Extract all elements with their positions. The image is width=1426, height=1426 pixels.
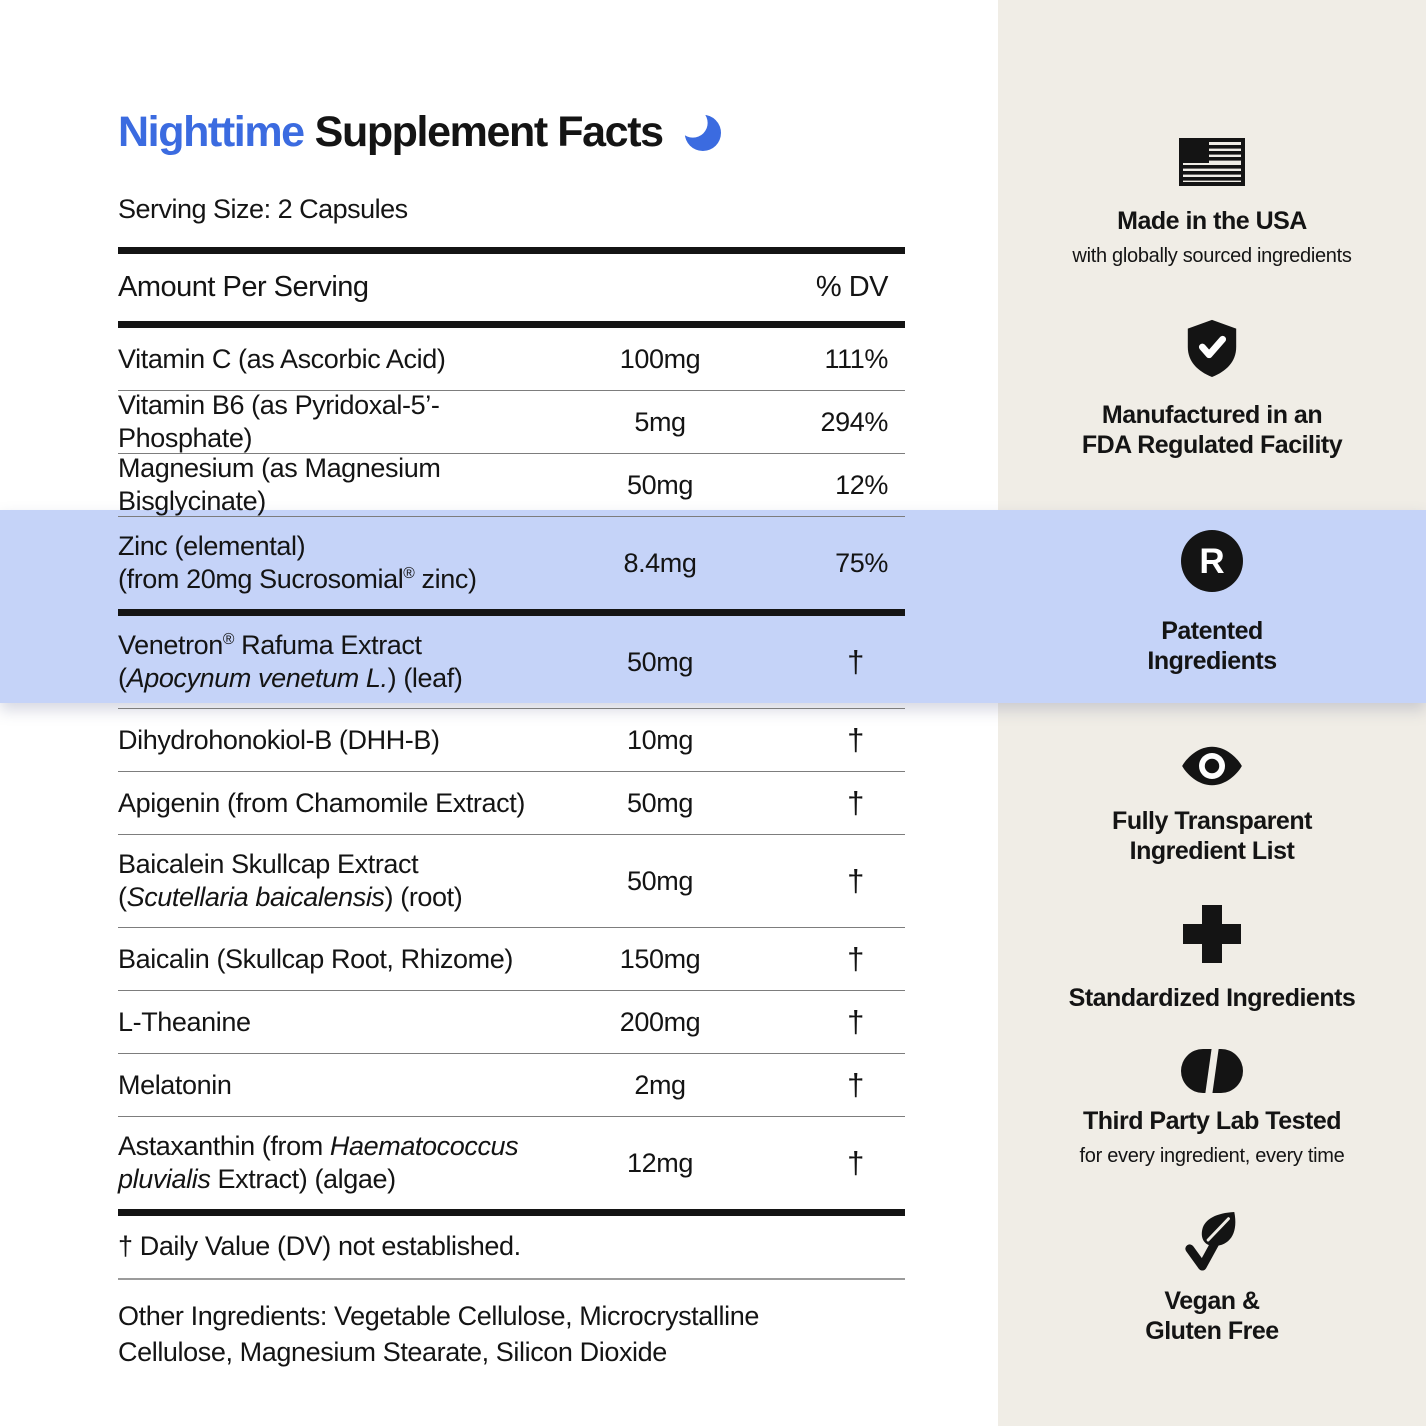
table-row [118, 1117, 905, 1209]
ingredient-name: Apigenin (from Chamomile Extract) [118, 787, 525, 818]
dv-not-established-dagger: † [847, 785, 864, 820]
ingredient-amount: 100mg [619, 343, 701, 374]
ingredient-name: L-Theanine [118, 1006, 251, 1037]
table-row [118, 928, 905, 990]
table-row [118, 991, 905, 1053]
dv-not-established-dagger: † [847, 941, 864, 976]
serving-size: Serving Size: 2 Capsules [118, 194, 408, 224]
ingredient-amount: 2mg [634, 1069, 686, 1100]
ingredient-name: Baicalin (Skullcap Root, Rhizome) [118, 943, 513, 974]
dv-footnote: † Daily Value (DV) not established. [118, 1231, 521, 1261]
dv-not-established-dagger: † [847, 1145, 864, 1180]
sidebar-item-title: Made in the USA [1117, 207, 1307, 235]
table-row [118, 616, 905, 708]
dv-not-established-dagger: † [847, 1004, 864, 1039]
ingredient-name: Vitamin C (as Ascorbic Acid) [118, 343, 446, 374]
ingredient-amount: 50mg [627, 646, 693, 677]
ingredient-amount: 10mg [627, 724, 693, 755]
sidebar-item-subtitle: with globally sourced ingredients [1072, 245, 1352, 267]
sidebar-item [998, 530, 1426, 676]
sidebar-item-subtitle: for every ingredient, every time [1079, 1145, 1345, 1167]
sidebar-item-title: Vegan & Gluten Free [1145, 1287, 1279, 1345]
sidebar-item-title: Standardized Ingredients [1068, 984, 1356, 1012]
shield-check-icon [998, 318, 1426, 378]
dv-not-established-dagger: † [847, 644, 864, 679]
benefits-sidebar [998, 0, 1426, 1426]
table-row [118, 772, 905, 834]
table-row [118, 709, 905, 771]
sidebar-item-title: Third Party Lab Tested [1082, 1107, 1342, 1135]
ingredient-amount: 8.4mg [623, 547, 697, 578]
ingredient-name: Magnesium (as Magnesium Bisglycinate) [118, 453, 441, 516]
title-rest: Supplement Facts [314, 108, 663, 156]
sidebar-item-title: Fully Transparent Ingredient List [1112, 807, 1312, 865]
ingredient-name: Melatonin [118, 1069, 232, 1100]
sidebar-item [998, 1210, 1426, 1346]
dv-not-established-dagger: † [847, 722, 864, 757]
ingredient-amount: 200mg [619, 1006, 701, 1037]
plus-icon [998, 903, 1426, 965]
product-name: Nighttime [118, 108, 304, 156]
table-row [118, 454, 905, 516]
dv-not-established-dagger: † [847, 1067, 864, 1102]
table-header [118, 254, 905, 321]
capsule-icon [998, 1048, 1426, 1094]
table-row [118, 328, 905, 390]
table-row [118, 1054, 905, 1116]
crescent-moon-icon [679, 110, 721, 166]
ingredient-dv: 294% [820, 406, 888, 437]
ingredient-amount: 5mg [634, 406, 686, 437]
ingredient-amount: 150mg [619, 943, 701, 974]
supplement-facts-panel [118, 0, 905, 1370]
ingredient-dv: 12% [835, 469, 888, 500]
thick-divider [118, 609, 905, 616]
svg-text:R: R [1199, 542, 1225, 581]
ingredient-dv: 75% [835, 547, 888, 578]
table-row [118, 517, 905, 609]
table-row [118, 391, 905, 453]
ingredient-name: Astaxanthin (from Haematococcus pluvialis Extract) (algae) [118, 1131, 519, 1194]
ingredient-amount: 12mg [627, 1147, 693, 1178]
thick-divider [118, 247, 905, 254]
sidebar-item-title: Patented Ingredients [1147, 617, 1277, 675]
eye-icon [998, 740, 1426, 792]
ingredient-name: Zinc (elemental) (from 20mg Sucrosomial® zinc) [118, 531, 477, 594]
sidebar-item [998, 138, 1426, 268]
amount-per-serving-label: Amount Per Serving [118, 271, 369, 303]
ingredient-amount: 50mg [627, 787, 693, 818]
thick-divider [118, 1209, 905, 1216]
dv-not-established-dagger: † [847, 863, 864, 898]
other-ingredients: Other Ingredients: Vegetable Cellulose, Microcrystalline Cellulose, Magnesium Stearate, Silicon Dioxide [118, 1301, 759, 1367]
ingredient-amount: 50mg [627, 865, 693, 896]
page-title [118, 104, 905, 166]
ingredient-amount: 50mg [627, 469, 693, 500]
gray-divider [118, 1278, 905, 1280]
ingredient-name: Vitamin B6 (as Pyridoxal-5’-Phosphate) [118, 390, 440, 453]
usa-flag-icon [998, 138, 1426, 186]
registered-mark-icon [998, 530, 1426, 592]
ingredient-name: Baicalein Skullcap Extract (Scutellaria baicalensis) (root) [118, 849, 463, 912]
sidebar-item-title: Manufactured in an FDA Regulated Facility [1081, 401, 1343, 459]
sidebar-item [998, 740, 1426, 866]
ingredient-rows [118, 328, 905, 1216]
leaf-check-icon [998, 1210, 1426, 1272]
sidebar-item [998, 1048, 1426, 1168]
table-row [118, 835, 905, 927]
ingredient-name: Dihydrohonokiol-B (DHH-B) [118, 724, 440, 755]
ingredient-dv: 111% [824, 343, 888, 374]
thick-divider [118, 321, 905, 328]
ingredient-name: Venetron® Rafuma Extract (Apocynum venetum L.) (leaf) [118, 630, 463, 693]
sidebar-item [998, 903, 1426, 1013]
sidebar-item [998, 318, 1426, 460]
percent-dv-label: % DV [815, 271, 888, 303]
